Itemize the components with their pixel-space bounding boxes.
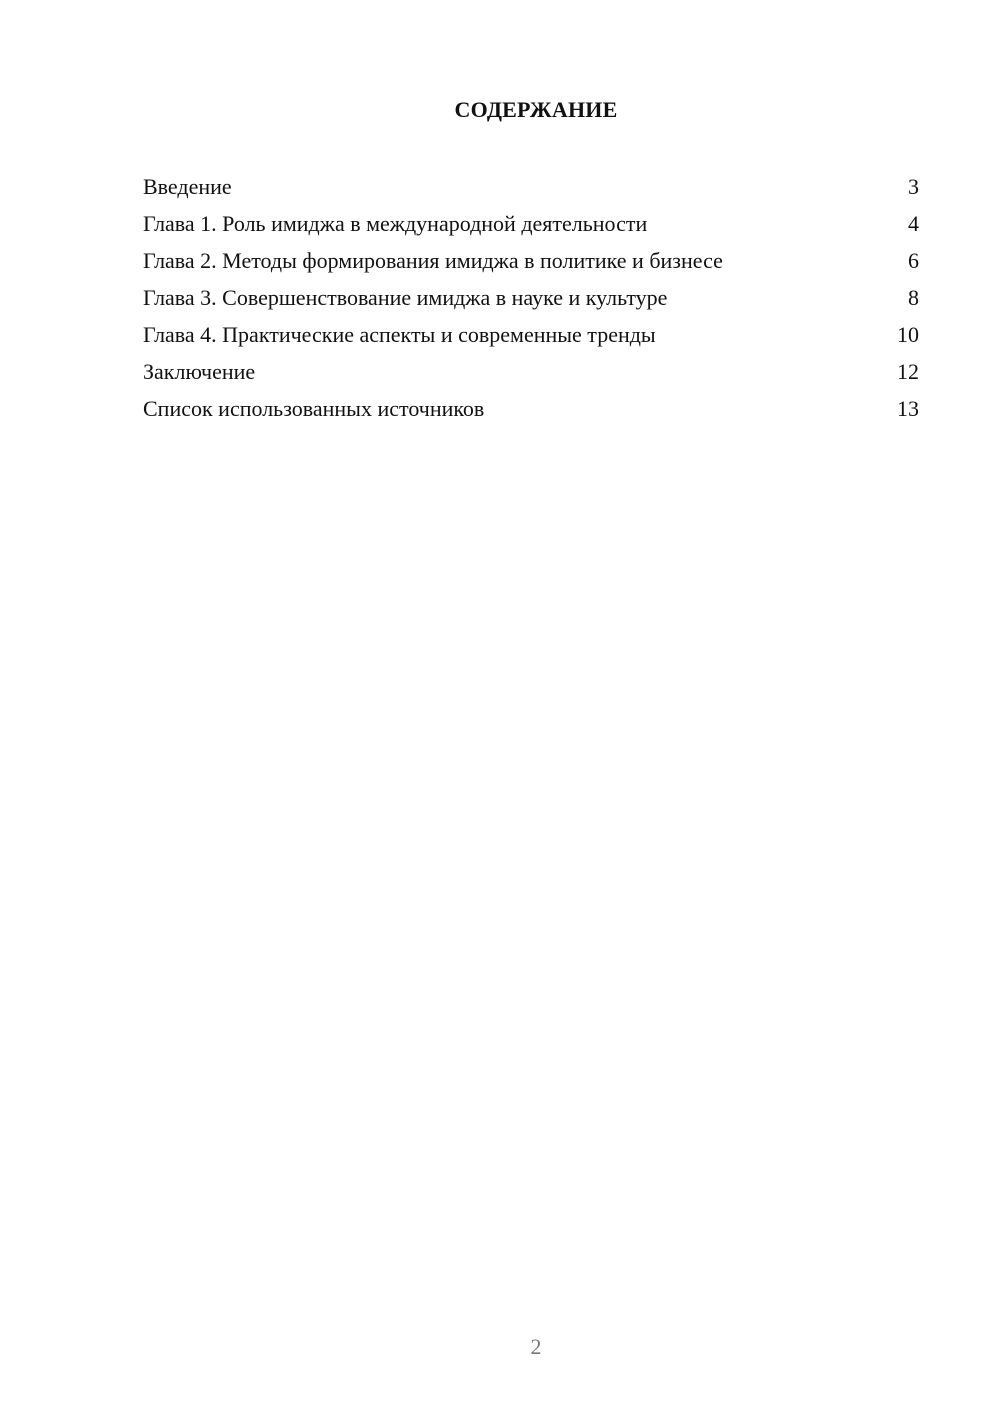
toc-entry-title: Введение: [143, 174, 232, 199]
page-title: СОДЕРЖАНИЕ: [454, 97, 618, 122]
toc-entry-references[interactable]: [143, 390, 919, 427]
toc-entry-conclusion[interactable]: [143, 353, 919, 390]
toc-entry-page: 4: [908, 211, 919, 236]
toc-entry-title: Глава 1. Роль имиджа в международной деятельности: [143, 211, 648, 236]
toc-entry-chapter-2[interactable]: [143, 242, 919, 279]
toc-entry-title: Глава 3. Совершенствование имиджа в науке и культуре: [143, 285, 668, 310]
toc-entry-title: Список использованных источников: [143, 396, 485, 421]
toc-entry-page: 13: [897, 396, 919, 421]
toc-entry-page: 12: [897, 359, 919, 384]
page-number: 2: [530, 1334, 542, 1359]
toc-entry-introduction[interactable]: [143, 168, 919, 205]
toc-entry-page: 3: [908, 174, 919, 199]
toc-entry-title: Заключение: [143, 359, 256, 384]
toc-entry-title: Глава 4. Практические аспекты и современные тренды: [143, 322, 656, 347]
toc-entry-page: 6: [908, 248, 919, 273]
toc-entry-chapter-4[interactable]: [143, 316, 919, 353]
toc-entry-title: Глава 2. Методы формирования имиджа в политике и бизнесе: [143, 248, 723, 273]
toc-entry-chapter-1[interactable]: [143, 205, 919, 242]
toc-entry-page: 10: [897, 322, 919, 347]
toc-entry-chapter-3[interactable]: [143, 279, 919, 316]
table-of-contents: [143, 168, 919, 427]
toc-entry-page: 8: [908, 285, 919, 310]
